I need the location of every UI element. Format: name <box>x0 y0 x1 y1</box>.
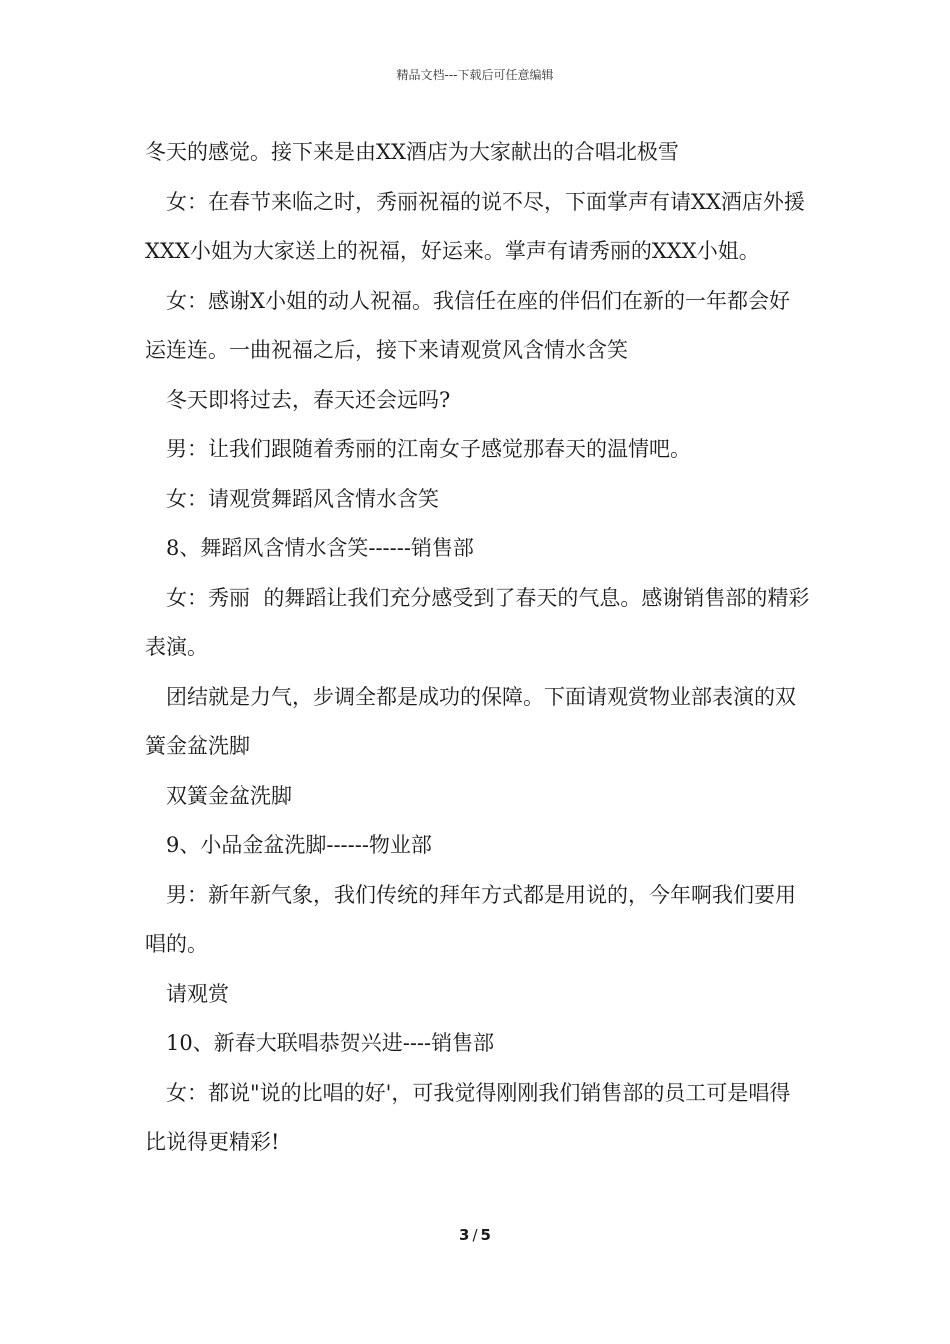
paragraph-2: 女：在春节来临之时，秀丽祝福的说不尽，下面掌声有请XX酒店外援XXX小姐为大家送上的祝福，好运来。掌声有请秀丽的XXX小姐。 <box>145 189 805 263</box>
current-page: 3 <box>459 1226 470 1244</box>
paragraph-3: 女：感谢X小姐的动人祝福。我信任在座的伴侣们在新的一年都会好运连连。一曲祝福之后，接下来请观赏风含情水含笑 <box>145 288 790 362</box>
paragraph-1: 冬天的感觉。接下来是由XX酒店为大家献出的合唱北极雪 <box>145 140 679 164</box>
program-item-8: 8、舞蹈风含情水含笑------销售部 <box>166 536 474 560</box>
paragraph-10: 双簧金盆洗脚 <box>166 783 292 808</box>
document-body <box>145 128 810 1168</box>
page-number <box>0 1226 950 1244</box>
program-item-10: 10、新春大联唱恭贺兴进----销售部 <box>166 1031 495 1055</box>
paragraph-5: 男：让我们跟随着秀丽的江南女子感觉那春天的温情吧。 <box>166 437 691 461</box>
total-pages: 5 <box>480 1226 491 1244</box>
page-header: 精品文档---下载后可任意编辑 <box>396 68 554 82</box>
paragraph-9: 团结就是力气，步调全都是成功的保障。下面请观赏物业部表演的双簧金盆洗脚 <box>145 684 796 758</box>
paragraph-6: 女：请观赏舞蹈风含情水含笑 <box>166 486 439 511</box>
paragraph-15: 女：都说"说的比唱的好'，可我觉得刚刚我们销售部的员工可是唱得比说得更精彩! <box>145 1080 791 1154</box>
paragraph-13: 请观赏 <box>166 981 229 1006</box>
paragraph-8: 女：秀丽 的舞蹈让我们充分感受到了春天的气息。感谢销售部的精彩表演。 <box>145 585 810 659</box>
paragraph-12: 男：新年新气象，我们传统的拜年方式都是用说的，今年啊我们要用唱的。 <box>145 882 796 956</box>
program-item-9: 9、小品金盆洗脚------物业部 <box>166 833 432 857</box>
page-separator: / <box>472 1226 478 1244</box>
paragraph-4: 冬天即将过去，春天还会远吗? <box>166 387 451 412</box>
